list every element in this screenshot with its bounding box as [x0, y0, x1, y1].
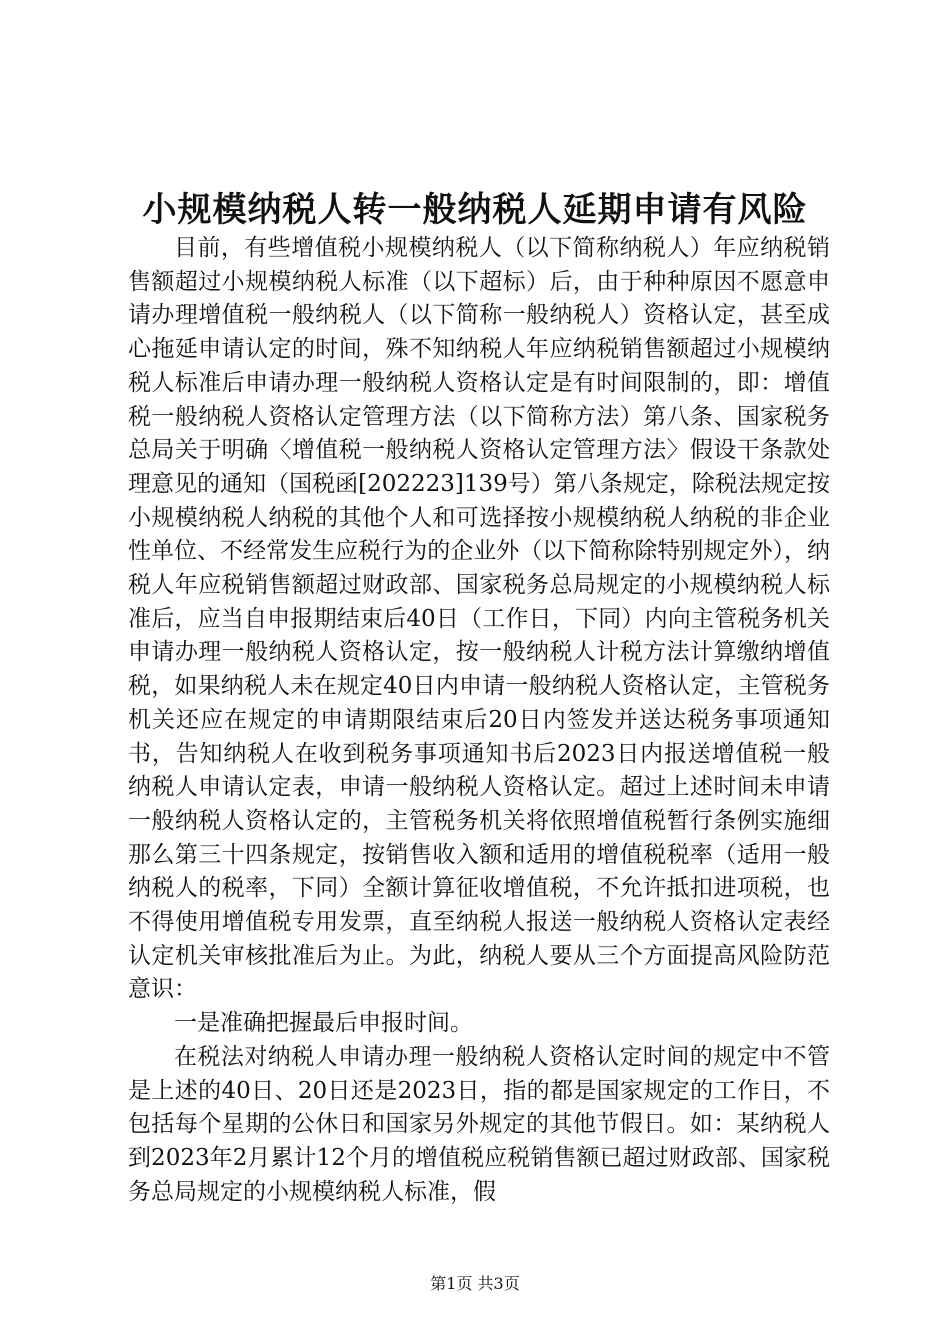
document-body [128, 232, 830, 1209]
paragraph: 在税法对纳税人申请办理一般纳税人资格认定时间的规定中不管是上述的40日、20日还是2023日，指的都是国家规定的工作日，不包括每个星期的公休日和国家另外规定的其他节假日。如：某纳税人到2023年2月累计12个月的增值税应税销售额已超过财政部、国家税务总局规定的小规模纳税人标准，假 [128, 1043, 830, 1205]
page-title: 小规模纳税人转一般纳税人延期申请有风险 [142, 190, 808, 230]
page-footer: 第1页 共3页 [430, 1274, 520, 1293]
paragraph: 一是准确把握最后申报时间。 [174, 1010, 473, 1037]
paragraph: 目前，有些增值税小规模纳税人（以下简称纳税人）年应纳税销售额超过小规模纳税人标准（以下超标）后，由于种种原因不愿意申请办理增值税一般纳税人（以下简称一般纳税人）资格认定，甚至成心拖延申请认定的时间，殊不知纳税人年应纳税销售额超过小规模纳税人标准后申请办理一般纳税人资格认定是有时间限制的，即：增值税一般纳税人资格认定管理方法（以下简称方法）第八条、国家税务总局关于明确〈增值税一般纳税人资格认定管理方法〉假设干条款处理意见的通知（国税函[202223]139号）第八条规定，除税法规定按小规模纳税人纳税的其他个人和可选择按小规模纳税人纳税的非企业性单位、不经常发生应税行为的企业外（以下简称除特别规定外），纳税人年应税销售额超过财政部、国家税务总局规定的小规模纳税人标准后，应当自申报期结束后40日（工作日，下同）内向主管税务机关申请办理一般纳税人资格认定，按一般纳税人计税方法计算缴纳增值税，如果纳税人未在规定40日内申请一般纳税人资格认定，主管税务机关还应在规定的申请期限结束后20日内签发并送达税务事项通知书，告知纳税人在收到税务事项通知书后2023日内报送增值税一般纳税人申请认定表，申请一般纳税人资格认定。超过上述时间未申请一般纳税人资格认定的，主管税务机关将依照增值税暂行条例实施细那么第三十四条规定，按销售收入额和适用的增值税税率（适用一般纳税人的税率，下同）全额计算征收增值税，不允许抵扣进项税，也不得使用增值税专用发票，直至纳税人报送一般纳税人资格认定表经认定机关审核批准后为止。为此，纳税人要从三个方面提高风险防范意识： [128, 235, 830, 1003]
